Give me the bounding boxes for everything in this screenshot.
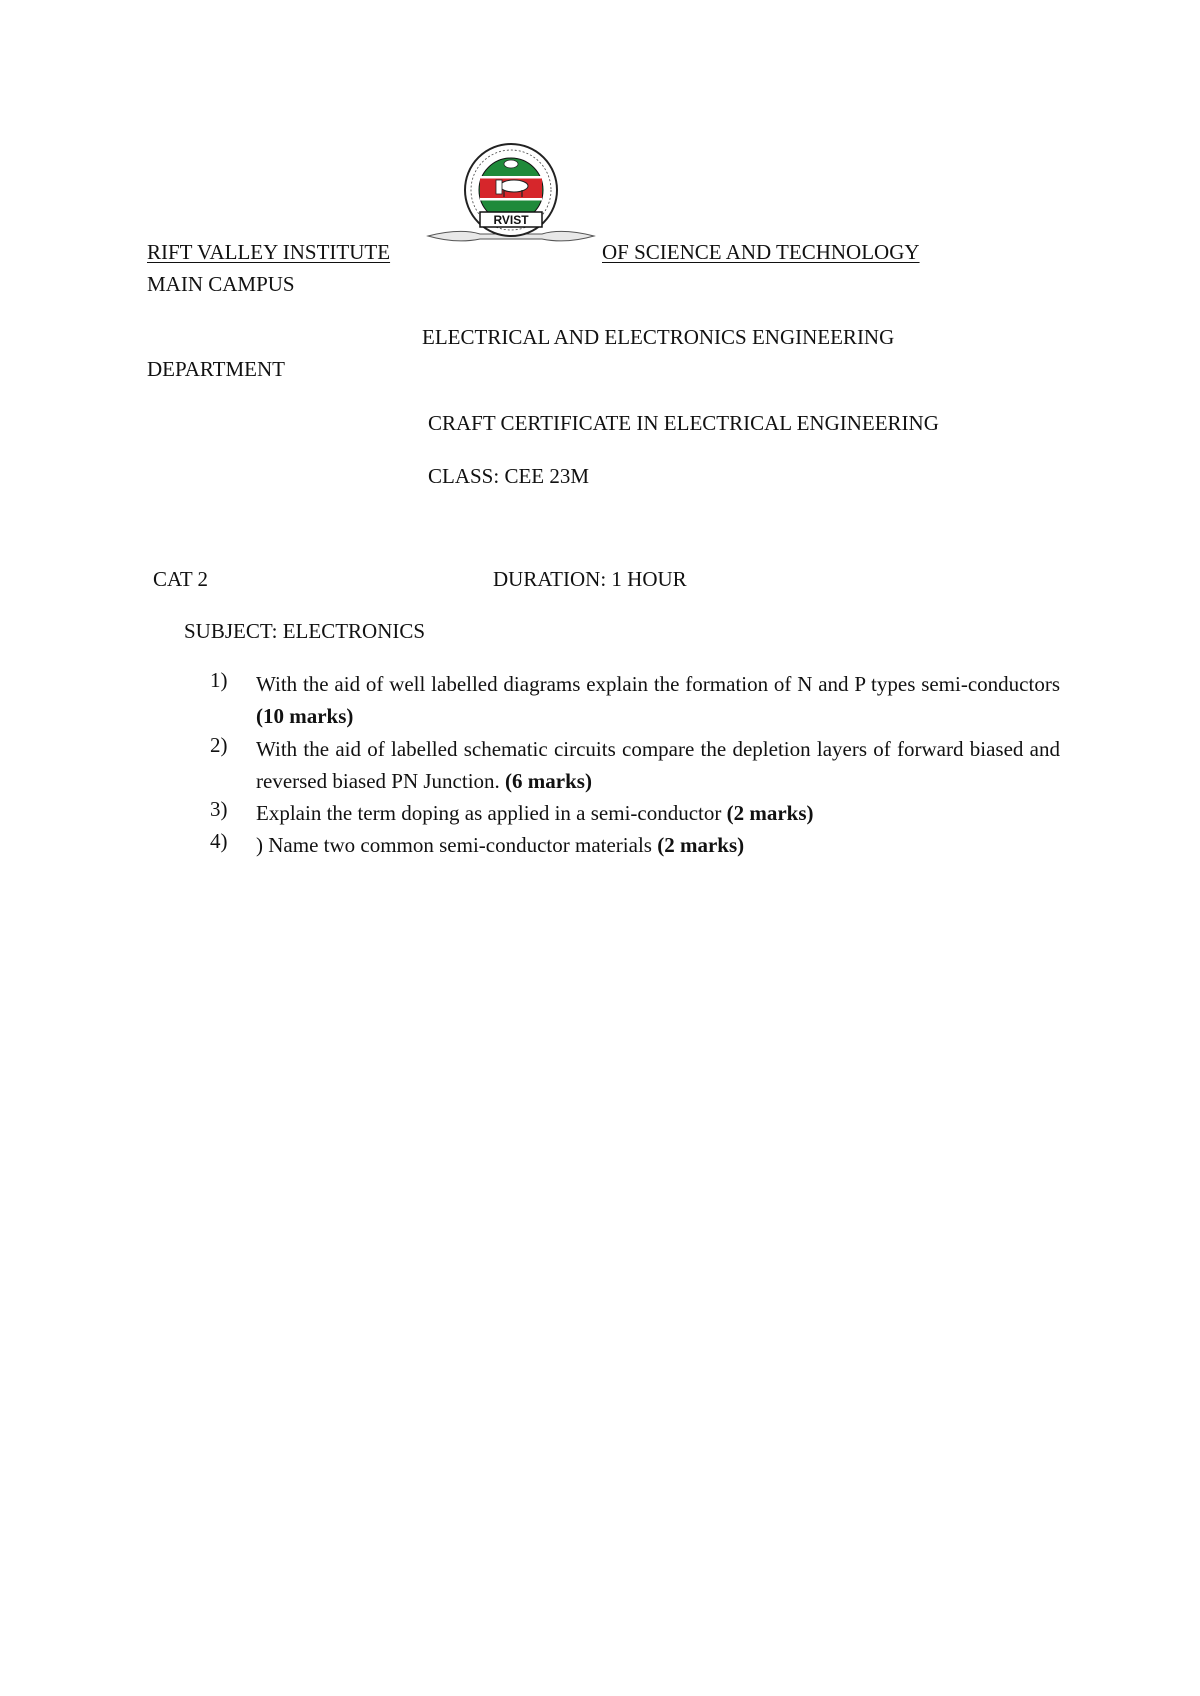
institute-name-right: OF SCIENCE AND TECHNOLOGY xyxy=(602,240,920,264)
question-1 xyxy=(210,668,1060,732)
question-number: 3) xyxy=(210,797,228,821)
question-marks: (2 marks) xyxy=(726,801,814,825)
question-text: Explain the term doping as applied in a semi-conductor xyxy=(256,801,727,825)
cat-label: CAT 2 xyxy=(153,567,209,591)
question-text: ) Name two common semi-conductor materials xyxy=(256,833,658,857)
course-title: CRAFT CERTIFICATE IN ELECTRICAL ENGINEERING xyxy=(428,411,939,435)
duration-label: DURATION: 1 HOUR xyxy=(493,567,687,591)
institute-name-left: RIFT VALLEY INSTITUTE xyxy=(147,240,391,264)
department-line1: ELECTRICAL AND ELECTRONICS ENGINEERING xyxy=(422,325,895,349)
question-marks: (10 marks) xyxy=(256,704,354,728)
question-3 xyxy=(210,797,1060,829)
subject-label: SUBJECT: ELECTRONICS xyxy=(184,619,426,643)
question-number: 4) xyxy=(210,829,228,853)
question-text: With the aid of labelled schematic circuits compare the depletion layers of forward biased and reversed biased PN Junction. xyxy=(256,737,1060,793)
question-text: With the aid of well labelled diagrams explain the formation of N and P types semi-conductors xyxy=(256,672,1060,696)
campus-label: MAIN CAMPUS xyxy=(147,272,295,296)
question-number: 2) xyxy=(210,733,228,757)
department-line2: DEPARTMENT xyxy=(147,357,285,381)
question-marks: (6 marks) xyxy=(505,769,592,793)
logo-text: RVIST xyxy=(493,213,529,227)
question-4 xyxy=(210,829,1060,861)
question-2 xyxy=(210,733,1060,797)
class-label: CLASS: CEE 23M xyxy=(428,464,590,488)
question-marks: (2 marks) xyxy=(657,833,745,857)
question-number: 1) xyxy=(210,668,228,692)
institute-logo xyxy=(420,142,602,260)
